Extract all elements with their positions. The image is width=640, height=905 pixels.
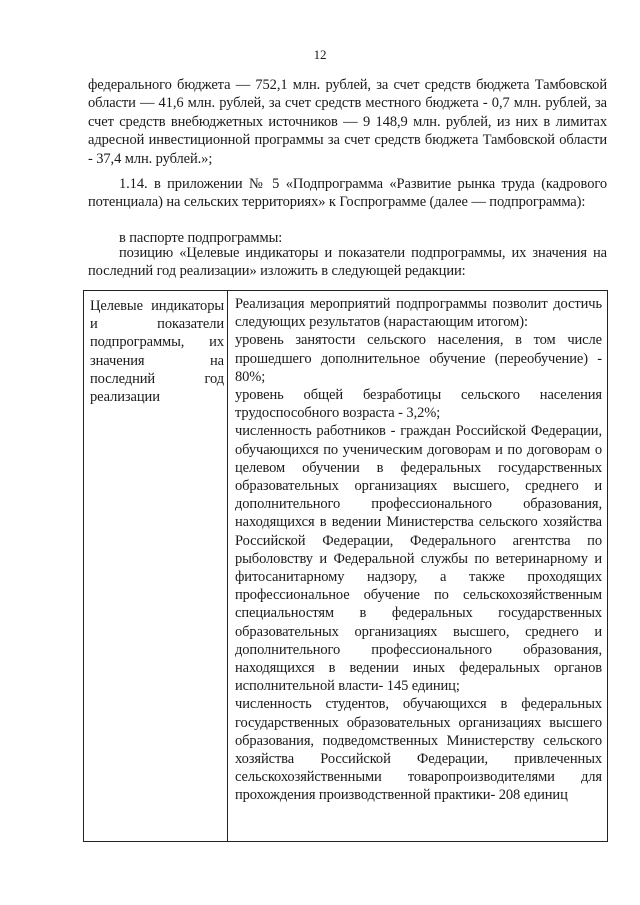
result-intro: Реализация мероприятий подпрограммы позволит достичь следующих результатов (нарастающим итогом): [235, 296, 602, 331]
table-column-divider [227, 291, 228, 841]
paragraph-budget: федерального бюджета — 752,1 млн. рублей, за счет средств бюджета Тамбовской области — 41,6 млн. рублей, за счет средств местного бюджета - 0,7 млн. рублей, за счет средств внебюджетных источников — 9 148,9 млн. рублей, из них в лимитах адресной инвестиционной программы за счет средств бюджета Тамбовской области - 37,4 млн. рублей.»; [88, 77, 607, 167]
paragraph-position: позицию «Целевые индикаторы и показатели подпрограммы, их значения на последний год реализации» изложить в следующей редакции: [88, 245, 607, 280]
result-item: уровень занятости сельского населения, в том числе прошедшего дополнительное обучение (переобучение) - 80%; [235, 332, 602, 385]
result-item: численность студентов, обучающихся в федеральных государственных образовательных организациях высшего образования, подведомственных Министерству сельского хозяйства Российской Федерации, привлеченных сельскохозяйственными товаропроизводителями для прохождения производственной практики- 208 единиц [235, 696, 602, 804]
paragraph-amendment: 1.14. в приложении № 5 «Подпрограмма «Развитие рынка труда (кадрового потенциала) на сельских территориях» к Госпрограмме (далее — подпрограмма): [88, 176, 607, 211]
page-number: 12 [313, 47, 327, 62]
paragraph-passport: в паспорте подпрограммы: [119, 230, 283, 246]
indicators-table [83, 290, 608, 842]
table-left-cell: Целевые индикаторы и показатели подпрограммы, их значения на последний год реализации [90, 298, 224, 406]
table-right-cell [235, 295, 602, 805]
result-item: численность работников - граждан Российской Федерации, обучающихся по ученическим договорам и по договорам о целевом обучении в федеральных государственных образовательных организациях высшего, среднего и дополнительного профессионального образования, находящихся в ведении Министерства сельского хозяйства Российской Федерации, Федерального агентства по рыболовству и Федеральной службы по ветеринарному и фитосанитарному надзору, а также проходящих профессиональное обучение по сельскохозяйственным специальностям в федеральных государственных образовательных организациях высшего, среднего и дополнительного профессионального образования, находящихся в ведении иных федеральных органов исполнительной власти- 145 единиц; [235, 423, 602, 695]
result-item: уровень общей безработицы сельского населения трудоспособного возраста - 3,2%; [235, 387, 602, 422]
